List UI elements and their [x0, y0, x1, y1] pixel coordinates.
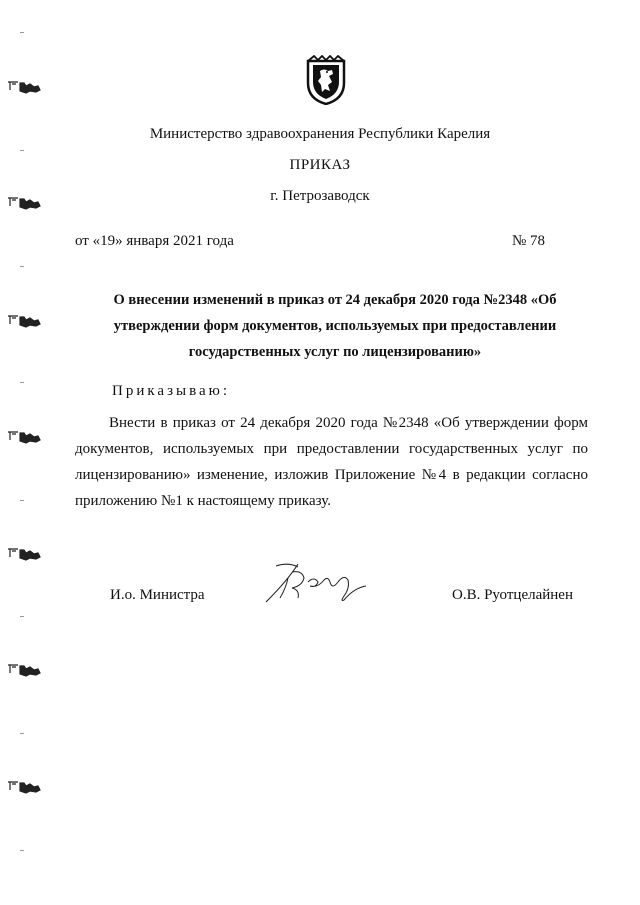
margin-dot	[20, 32, 24, 33]
margin-dot	[20, 266, 24, 267]
margin-dot	[20, 733, 24, 734]
margin-scan-mark	[4, 78, 44, 94]
order-paragraph: Внести в приказ от 24 декабря 2020 года №2348 «Об утверждении форм документов, используемых при предоставлении государственных услуг по лицензированию» изменение, изложив Приложение №4 в редакции согласно приложению №1 к настоящему приказу.	[75, 415, 588, 509]
margin-scan-mark	[4, 428, 44, 444]
city: г. Петрозаводск	[270, 188, 370, 204]
signature-image	[258, 558, 378, 610]
margin-dot	[20, 500, 24, 501]
order-subject: О внесении изменений в приказ от 24 декабря 2020 года №2348 «Об утверждении форм документов, используемых при предоставлении государственных услуг по лицензированию»	[113, 292, 557, 360]
margin-scan-mark	[4, 194, 44, 210]
margin-dot	[20, 850, 24, 851]
signatory-name: О.В. Руотцелайнен	[452, 587, 573, 603]
margin-scan-mark	[4, 545, 44, 561]
margin-dot	[20, 616, 24, 617]
order-title: ПРИКАЗ	[289, 157, 351, 173]
margin-scan-mark	[4, 661, 44, 677]
margin-scan-mark	[4, 778, 44, 794]
coat-of-arms-icon	[305, 55, 347, 105]
ministry-name: Министерство здравоохранения Республики Карелия	[149, 126, 491, 142]
order-verb: Приказываю:	[112, 383, 230, 399]
order-date: от «19» января 2021 года	[75, 233, 234, 249]
margin-scan-mark	[4, 312, 44, 328]
margin-dot	[20, 150, 24, 151]
margin-dot	[20, 382, 24, 383]
signatory-position: И.о. Министра	[110, 587, 205, 603]
order-number: № 78	[512, 233, 546, 249]
